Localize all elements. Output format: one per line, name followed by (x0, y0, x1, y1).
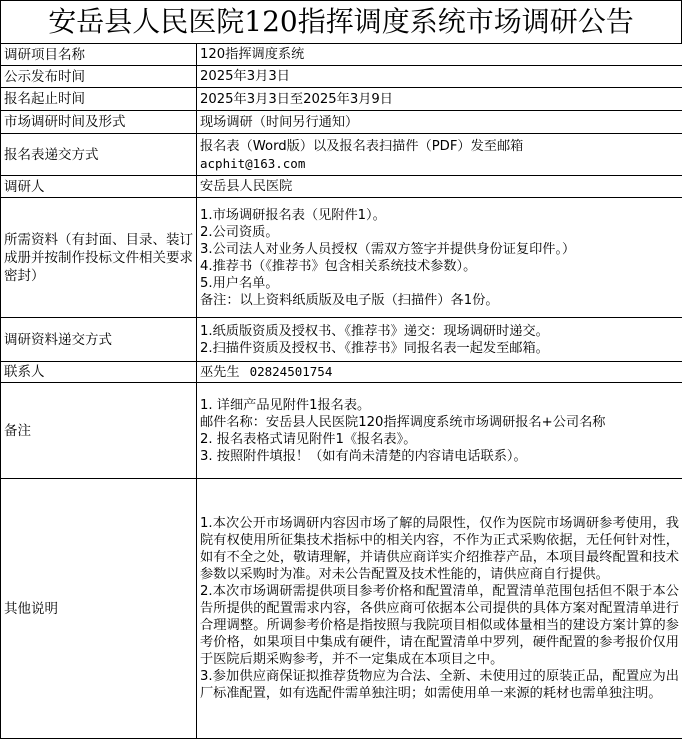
list-item: 备注：以上资料纸质版及电子版（扫描件）各1份。 (200, 292, 499, 308)
label-other: 其他说明 (1, 479, 197, 739)
announcement-table (0, 43, 682, 739)
contact-phone: 02824501754 (249, 364, 333, 379)
row-other (1, 479, 682, 739)
list-item: 2.扫描件资质及授权书、《推荐书》同报名表一起发至邮箱。 (200, 340, 549, 356)
value-remarks (197, 383, 682, 479)
value-researcher: 安岳县人民医院 (197, 176, 682, 198)
row-materials (1, 198, 682, 318)
label-survey-time-form: 市场调研时间及形式 (1, 111, 197, 134)
contact-name: 巫先生 (200, 365, 240, 380)
label-contact: 联系人 (1, 362, 197, 383)
list-item: 5.用户名单。 (200, 275, 279, 291)
value-other (197, 479, 682, 739)
label-researcher: 调研人 (1, 176, 197, 198)
value-contact (197, 362, 682, 383)
label-materials: 所需资料（有封面、目录、装订成册并按制作投标文件相关要求密封） (1, 198, 197, 318)
label-project-name: 调研项目名称 (1, 44, 197, 66)
row-survey-time-form (1, 111, 682, 134)
list-item: 1.本次公开市场调研内容因市场了解的局限性，仅作为医院市场调研参考使用，我院有权使用所征集技术指标中的相关内容，不作为正式采购依据，无任何针对性，如有不全之处，敬请理解，并请供应商详实介绍推荐产品，本项目最终配置和技术参数以采购时为准。对未公告配置及技术性能的，请供应商自行提供。 (200, 516, 679, 582)
value-publish-time: 2025年3月3日 (197, 66, 682, 88)
list-item: 2. 报名表格式请见附件1《报名表》。 (200, 431, 417, 447)
row-materials-submit (1, 318, 682, 362)
row-submit-method (1, 134, 682, 176)
list-item: 3.公司法人对业务人员授权（需双方签字并提供身份证复印件。） (200, 241, 576, 257)
row-remarks (1, 383, 682, 479)
label-submit-method: 报名表递交方式 (1, 134, 197, 176)
list-item: 3. 按照附件填报！（如有尚未清楚的内容请电话联系）。 (200, 448, 527, 464)
value-signup-period: 2025年3月3日至2025年3月9日 (197, 88, 682, 111)
list-item: 1. 详细产品见附件1报名表。 (200, 397, 371, 413)
list-item: 1.纸质版资质及授权书、《推荐书》递交：现场调研时递交。 (200, 323, 549, 339)
label-remarks: 备注 (1, 383, 197, 479)
value-survey-time-form: 现场调研（时间另行通知） (197, 111, 682, 134)
submit-method-text: 报名表（Word版）以及报名表扫描件（PDF）发至邮箱 (200, 138, 524, 154)
page-title: 安岳县人民医院120指挥调度系统市场调研公告 (0, 0, 682, 44)
list-item: 邮件名称：安岳县人民医院120指挥调度系统市场调研报名+公司名称 (200, 414, 606, 430)
row-publish-time (1, 66, 682, 88)
list-item: 2.公司资质。 (200, 224, 279, 240)
email-link[interactable]: acphit@163.com (200, 155, 306, 171)
value-submit-method (197, 134, 682, 176)
label-publish-time: 公示发布时间 (1, 66, 197, 88)
list-item: 1.市场调研报名表（见附件1）。 (200, 207, 386, 223)
list-item: 4.推荐书（《推荐书》包含相关系统技术参数）。 (200, 258, 477, 274)
value-project-name: 120指挥调度系统 (197, 44, 682, 66)
row-project-name (1, 44, 682, 66)
row-contact (1, 362, 682, 383)
value-materials (197, 198, 682, 318)
row-researcher (1, 176, 682, 198)
list-item: 3.参加供应商保证拟推荐货物应为合法、全新、未使用过的原装正品，配置应为出厂标准配置，如有选配件需单独注明；如需使用单一来源的耗材也需单独注明。 (200, 669, 679, 701)
row-signup-period (1, 88, 682, 111)
list-item: 2.本次市场调研需提供项目参考价格和配置清单，配置清单范围包括但不限于本公告所提供的配置需求内容，各供应商可依据本公司提供的具体方案对配置清单进行合理调整。所调参考价格是指按照与我院项目相似或体量相当的建设方案计算的参考价格，如果项目中集成有硬件，请在配置清单中罗列，硬件配置的参考报价仅用于医院后期采购参考，并不一定集成在本项目之中。 (200, 584, 679, 667)
label-materials-submit: 调研资料递交方式 (1, 318, 197, 362)
label-signup-period: 报名起止时间 (1, 88, 197, 111)
value-materials-submit (197, 318, 682, 362)
